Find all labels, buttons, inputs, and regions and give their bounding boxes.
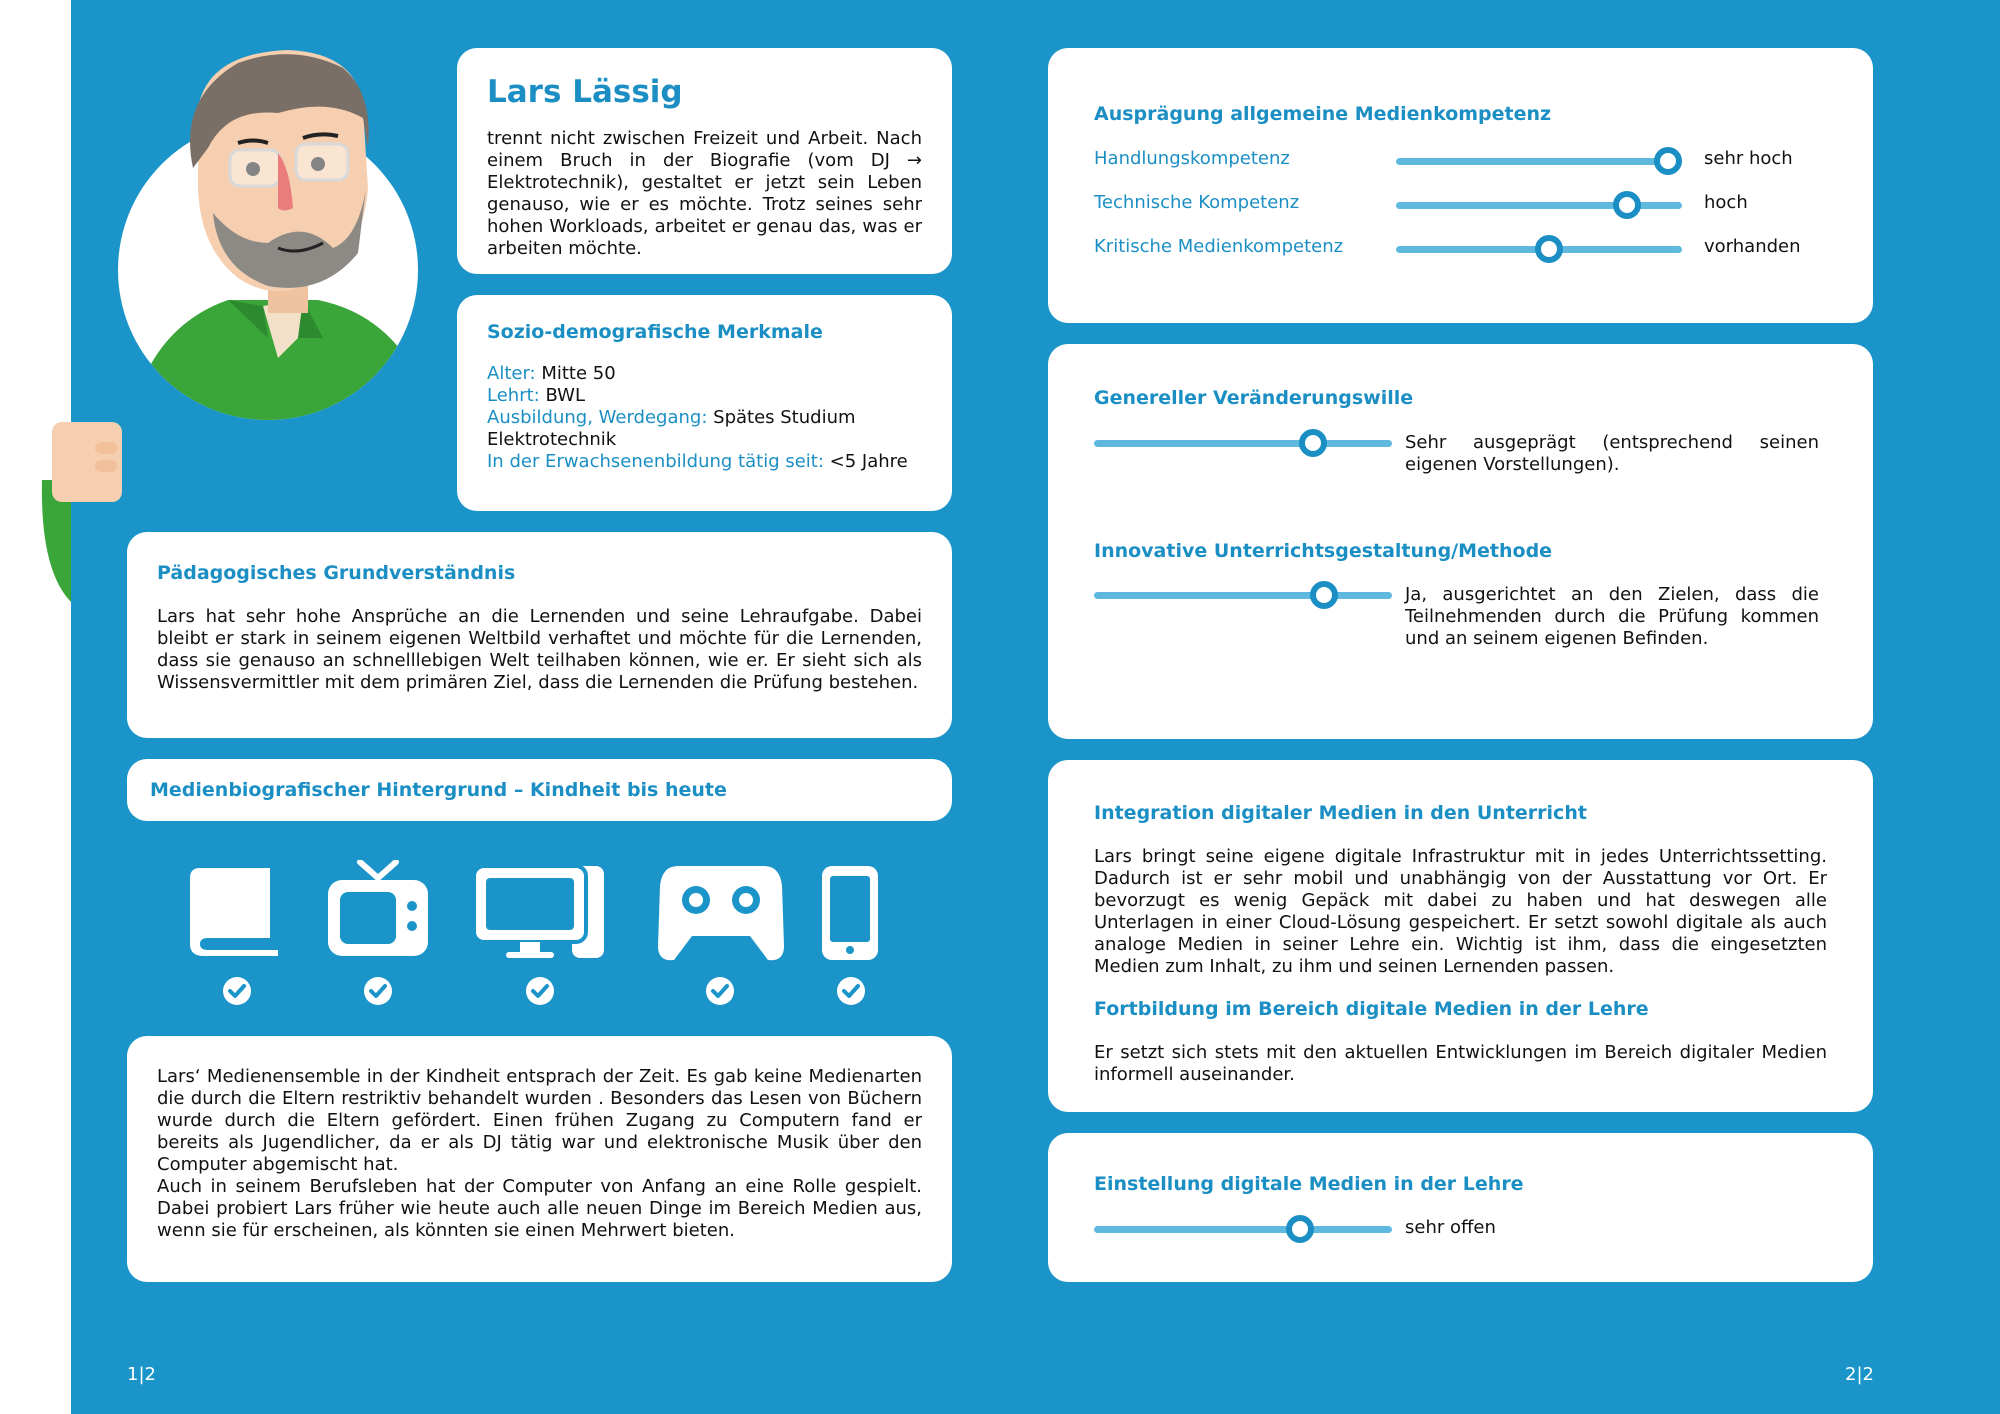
attitude-heading: Einstellung digitale Medien in der Lehre bbox=[1094, 1173, 1524, 1195]
attitude-card bbox=[1048, 1133, 1873, 1282]
competence-name: Kritische Medienkompetenz bbox=[1094, 236, 1344, 257]
check-icon bbox=[836, 976, 866, 1006]
page-number-right: 2|2 bbox=[1845, 1364, 1874, 1385]
arm-illustration bbox=[40, 420, 130, 610]
attitude-value: sehr offen bbox=[1405, 1217, 1496, 1238]
check-icon bbox=[705, 976, 735, 1006]
training-heading: Fortbildung im Bereich digitale Medien in der Lehre bbox=[1094, 998, 1649, 1020]
page-number-left: 1|2 bbox=[127, 1364, 156, 1385]
smartphone-icon bbox=[822, 866, 878, 960]
socio-row: Lehrt: BWL bbox=[487, 385, 585, 406]
competence-card bbox=[1048, 48, 1873, 323]
competence-value: sehr hoch bbox=[1704, 148, 1793, 169]
person-name: Lars Lässig bbox=[487, 74, 683, 110]
media-bio-heading: Medienbiografischer Hintergrund – Kindheit bis heute bbox=[150, 779, 727, 801]
media-bio-heading-card bbox=[127, 759, 952, 821]
competence-heading: Ausprägung allgemeine Medienkompetenz bbox=[1094, 103, 1552, 125]
media-bio-text-2: Auch in seinem Berufsleben hat der Computer von Anfang an eine Rolle gespielt. Dabei probiert Lars früher wie heute auch alle neuen Dinge im Bereich Medien aus, wenn sie für erscheinen, als könnten sie einen Mehrwert bieten. bbox=[157, 1176, 922, 1241]
training-text: Er setzt sich stets mit den aktuellen Entwicklungen im Bereich digitaler Medien informell auseinander. bbox=[1094, 1042, 1827, 1085]
pedagogy-heading: Pädagogisches Grundverständnis bbox=[157, 562, 516, 584]
change-track bbox=[1094, 440, 1392, 447]
change-value: Sehr ausgeprägt (entsprechend seinen eigenen Vorstellungen). bbox=[1405, 432, 1819, 475]
check-icon bbox=[222, 976, 252, 1006]
innovation-heading: Innovative Unterrichtsgestaltung/Methode bbox=[1094, 540, 1553, 562]
media-bio-card bbox=[127, 1036, 952, 1282]
innovation-knob bbox=[1310, 581, 1338, 609]
change-knob bbox=[1299, 429, 1327, 457]
competence-knob bbox=[1613, 191, 1641, 219]
media-icons-row bbox=[190, 860, 890, 1010]
innovation-value: Ja, ausgerichtet an den Zielen, dass die Teilnehmenden durch die Prüfung kommen und an seinem eigenen Befinden. bbox=[1405, 584, 1819, 649]
check-icon bbox=[525, 976, 555, 1006]
book-icon bbox=[190, 868, 280, 958]
integration-heading: Integration digitaler Medien in den Unterricht bbox=[1094, 802, 1587, 824]
integration-text: Lars bringt seine eigene digitale Infrastruktur mit in jedes Unterrichtssetting. Dadurch ist er sehr mobil und unabhängig von der Ausstattung vor Ort. Er bevorzugt es wenig Gepäck mit dabei zu haben und hat deswegen alle Unterlagen in einer Cloud-Lösung gespeichert. Er setzt sowohl digitale als auch analoge Medien in seiner Lehre ein. Wichtig ist ihm, dass die eingesetzten Medien zum Inhalt, zu ihm und seinen Lernenden passen. bbox=[1094, 846, 1827, 977]
integration-card bbox=[1048, 760, 1873, 1112]
change-card bbox=[1048, 344, 1873, 739]
socio-heading: Sozio-demografische Merkmale bbox=[487, 321, 823, 343]
socio-row: Ausbildung, Werdegang: Spätes Studium Elektrotechnik bbox=[487, 407, 856, 450]
attitude-track bbox=[1094, 1226, 1392, 1233]
computer-icon bbox=[474, 866, 606, 960]
socio-row: In der Erwachsenenbildung tätig seit: <5 Jahre bbox=[487, 451, 908, 472]
competence-knob bbox=[1535, 235, 1563, 263]
socio-row: Alter: Mitte 50 bbox=[487, 363, 616, 384]
competence-track bbox=[1396, 158, 1682, 165]
check-icon bbox=[363, 976, 393, 1006]
gamepad-icon bbox=[658, 866, 784, 962]
innovation-track bbox=[1094, 592, 1392, 599]
competence-value: hoch bbox=[1704, 192, 1748, 213]
avatar bbox=[118, 38, 438, 428]
socio-card bbox=[457, 295, 952, 511]
media-bio-text-1: Lars‘ Medienensemble in der Kindheit entsprach der Zeit. Es gab keine Medienarten die durch die Eltern restriktiv behandelt wurden . Besonders das Lesen von Büchern wurde durch die Eltern gefördert. Einen frühen Zugang zu Computern fand er bereits als Jugendlicher, da er als DJ tätig war und elektronische Musik über den Computer abgemischt hat. bbox=[157, 1066, 922, 1175]
intro-card bbox=[457, 48, 952, 274]
competence-name: Handlungskompetenz bbox=[1094, 148, 1290, 169]
pedagogy-card bbox=[127, 532, 952, 738]
avatar-illustration bbox=[118, 38, 438, 428]
competence-name: Technische Kompetenz bbox=[1094, 192, 1300, 213]
pedagogy-text: Lars hat sehr hohe Ansprüche an die Lernenden und seine Lehraufgabe. Dabei bleibt er stark in seinem eigenen Weltbild verhaftet und möchte für die Lernenden, dass sie genauso an schnelllebigen Welt teilhaben können, wie er. Er sieht sich als Wissensvermittler mit dem primären Ziel, dass die Lernenden die Prüfung bestehen. bbox=[157, 606, 922, 693]
attitude-knob bbox=[1286, 1215, 1314, 1243]
change-heading: Genereller Veränderungswille bbox=[1094, 387, 1414, 409]
competence-knob bbox=[1654, 147, 1682, 175]
person-intro: trennt nicht zwischen Freizeit und Arbeit. Nach einem Bruch in der Biografie (vom DJ → Elektrotechnik), gestaltet er jetzt sein Leben genauso, wie er es möchte. Trotz seines sehr hohen Workloads, arbeitet er genau das, was er arbeiten möchte. bbox=[487, 128, 922, 259]
competence-value: vorhanden bbox=[1704, 236, 1801, 257]
tv-icon bbox=[326, 860, 430, 958]
